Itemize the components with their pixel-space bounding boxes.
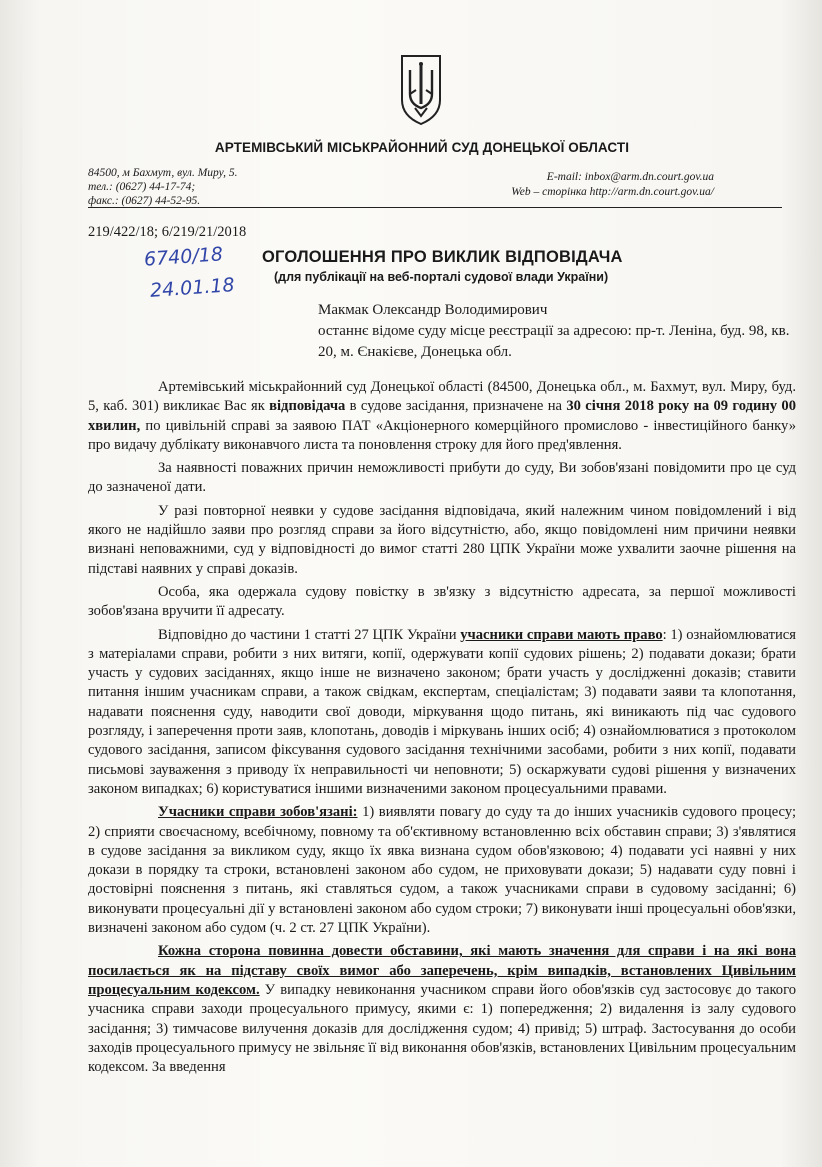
underlined-obligations-heading: Учасники справи зобов'язані:	[158, 804, 358, 821]
text-span: : 1) ознайомлюватися з матеріалами справи, робити з них витяги, копії, одержувати копії судових рішень; 2) подавати докази; брати участь у судових засіданнях, якщо інше не визначено законом; брати участь у дослідженні доказів; ставити питання іншим учасникам справи, а також свідкам, експертам, спеціалістам; 3) подавати заяви та клопотання, надавати пояснення суду, наводити свої доводи, міркування щодо питань, які виникають під час судового розгляду, і заперечення проти заяв, клопотань, доводів і міркувань інших осіб; 4) ознайомлюватися з протоколом судового засідання, записом фіксування судового засідання технічними засобами, робити з них копії, подавати письмові зауваження з приводу їх неправильності чи неповноти; 5) оскаржувати судові рішення у визначених законом випадках; 6) користуватися іншими визначеними законом процесуальними правами.	[88, 626, 796, 797]
case-number: 219/422/18; 6/219/21/2018	[88, 224, 247, 240]
address-line: 84500, м Бахмут, вул. Миру, 5.	[88, 167, 238, 179]
text-span: в судове засідання, призначене на	[345, 398, 567, 415]
email-line: E-mail: inbox@arm.dn.court.gov.ua	[546, 171, 714, 183]
phone-line: тел.: (0627) 44-17-74;	[88, 181, 196, 193]
court-name: АРТЕМІВСЬКИЙ МІСЬКРАЙОННИЙ СУД ДОНЕЦЬКОЇ ОБЛАСТІ	[214, 140, 630, 155]
paragraph-delivery: Особа, яка одержала судову повістку в зв'язку з відсутністю адресата, за першої можливості зобов'язана вручити її адресату.	[88, 583, 796, 620]
handwritten-date: 24.01.18	[149, 274, 236, 302]
paragraph-summons	[88, 378, 796, 455]
text-span: по цивільній справі за заявою ПАТ «Акціонерного комерційного промислово - інвестиційного банку» про видачу дублікату виконавчого листа та поновлення строку для його пред'явлення.	[88, 417, 796, 453]
text-span: Відповідно до частини 1 статті 27 ЦПК України	[158, 626, 461, 643]
notice-title: ОГОЛОШЕННЯ ПРО ВИКЛИК ВІДПОВІДАЧА	[262, 248, 623, 266]
addressee-address: останнє відоме суду місце реєстрації за адресою: пр-т. Леніна, буд. 98, кв. 20, м. Єнакієве, Донецька обл.	[318, 323, 790, 360]
notice-body	[88, 378, 796, 1079]
paragraph-burden-of-proof	[88, 942, 796, 1077]
header-divider	[88, 207, 782, 208]
fax-line: факс.: (0627) 44-52-95.	[88, 195, 201, 207]
paragraph-repeat-absence: У разі повторної неявки у судове засідання відповідача, який належним чином повідомлений і від якого не надійшло заяви про розгляд справи за його відсутністю, або, якщо повідомлені ним причини неявки визнані неповажними, суд у відповідності до вимог статті 280 ЦПК України може ухвалити заочне рішення на підставі наявних у справі доказів.	[88, 502, 796, 577]
court-online-contacts	[511, 170, 714, 200]
page-fold	[20, 0, 22, 1167]
text-span: 1) виявляти повагу до суду та до інших учасників судового процесу; 2) сприяти своєчасному, всебічному, повному та об'єктивному встановленню всіх обставин справи; 3) з'являтися в судове засідання за викликом суду, якщо їх явка визнана судом обов'язковою; 4) подавати усі наявні у них докази в порядку та строки, встановлені законом або судом, не приховувати докази; 5) надавати суду повні і достовірні пояснення з питань, які ставляться судом, а також учасниками справи в судовому засіданні; 6) виконувати процесуальні дії у встановлені законом або судом строки; 7) виконувати інші процесуальні обов'язки, визначені законом або судом (ч. 2 ст. 27 ЦПК України).	[88, 804, 796, 937]
paragraph-notify-court: За наявності поважних причин неможливості прибути до суду, Ви зобов'язані повідомити про це суд до зазначеної дати.	[88, 460, 796, 496]
notice-subtitle: (для публікації на веб-порталі судової влади України)	[274, 270, 609, 284]
addressee-name: Макмак Олександр Володимирович	[318, 302, 548, 318]
underlined-rights-heading: учасники справи мають право	[460, 626, 663, 643]
paragraph-obligations	[88, 803, 796, 938]
addressee-block	[318, 300, 794, 363]
bold-hearing-date: 30 січня 2018 року на 09 годину 00 хвилин,	[88, 398, 796, 434]
text-span: Артемівський міськрайонний суд Донецької області (84500, Донецька обл., м. Бахмут, вул. Миру, буд. 5, каб. 301) викликає Вас як	[88, 379, 796, 415]
court-address	[88, 166, 238, 208]
underlined-burden-clause: Кожна сторона повинна довести обставини, які мають значення для справи і на які вона посилається як на підставу своїх вимог або заперечень, крім випадків, встановлених Цивільним процесуальним кодексом.	[88, 943, 796, 998]
text-span: У випадку невиконання учасником справи його обов'язків суд застосовує до такого учасника справи заходи процесуального примусу, якими є: 1) попередження; 2) видалення із залу судового засідання; 3) тимчасове вилучення доказів для дослідження судом; 4) привід; 5) штраф. Застосування до особи заходів процесуального примусу не звільняє її від виконання обов'язків, встановлених Цивільним процесуальним кодексом. За введення	[88, 981, 797, 1076]
bold-role: відповідача	[269, 398, 346, 415]
trident-emblem-icon	[396, 52, 446, 128]
paragraph-rights	[88, 626, 796, 800]
handwritten-registration-number: 6740/18	[143, 243, 224, 271]
website-line: Web – сторінка http://arm.dn.court.gov.ua/	[511, 186, 714, 198]
